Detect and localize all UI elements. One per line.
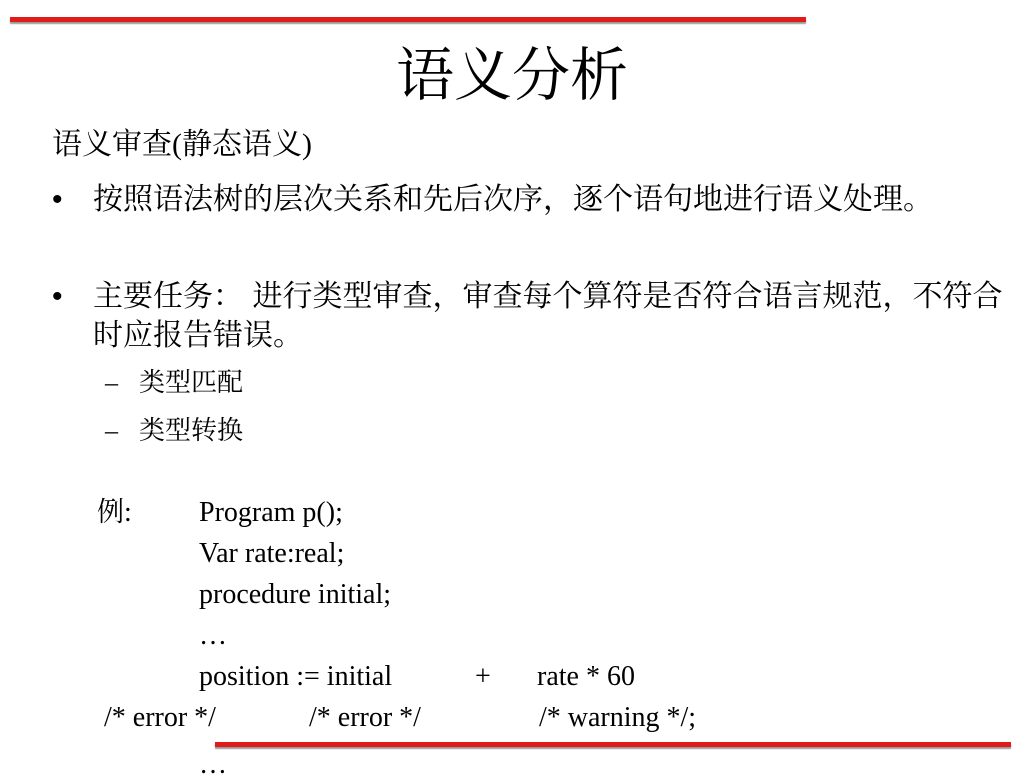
code-comment: /* warning */; — [539, 702, 697, 733]
code-comment: /* error */ — [309, 702, 421, 733]
subheading-text: 语义审查 — [52, 127, 172, 162]
sub-bullet-text: 类型转换 — [139, 416, 244, 446]
code-line: Var rate:real; — [199, 538, 345, 569]
sub-bullet-marker: – — [105, 416, 118, 445]
sub-bullet-item — [105, 366, 243, 400]
subheading-paren-text: 静态语义 — [182, 127, 302, 162]
example-label — [97, 496, 132, 530]
code-line: procedure initial; — [199, 579, 392, 610]
example-label-text: 例 — [97, 497, 124, 528]
subheading — [52, 125, 312, 165]
subheading-paren-open: ( — [172, 128, 182, 161]
bullet-marker: • — [52, 183, 63, 216]
code-operator: + — [475, 661, 491, 692]
bullet-marker: • — [52, 280, 63, 313]
code-line: … — [199, 620, 227, 651]
code-line: Program p(); — [199, 497, 343, 528]
sub-bullet-marker: – — [105, 368, 118, 397]
sub-bullet-item — [105, 414, 243, 448]
code-line: position := initial — [199, 661, 393, 692]
example-label-colon: : — [124, 497, 132, 528]
code-line: … — [199, 749, 227, 780]
code-operand: rate * 60 — [537, 661, 635, 692]
code-comment: /* error */ — [104, 702, 216, 733]
sub-bullet-text: 类型匹配 — [139, 368, 244, 398]
subheading-paren-close: ) — [302, 128, 312, 161]
top-accent-bar — [10, 17, 806, 22]
bottom-accent-bar — [215, 742, 1011, 747]
bullet-text: 按照语法树的层次关系和先后次序，逐个语句地进行语义处理。 — [93, 182, 933, 217]
slide-title: 语义分析 — [395, 41, 628, 109]
bullet-text: 主要任务： 进行类型审查，审查每个算符是否符合语言规范，不符合时应报告错误。 — [93, 279, 1003, 353]
